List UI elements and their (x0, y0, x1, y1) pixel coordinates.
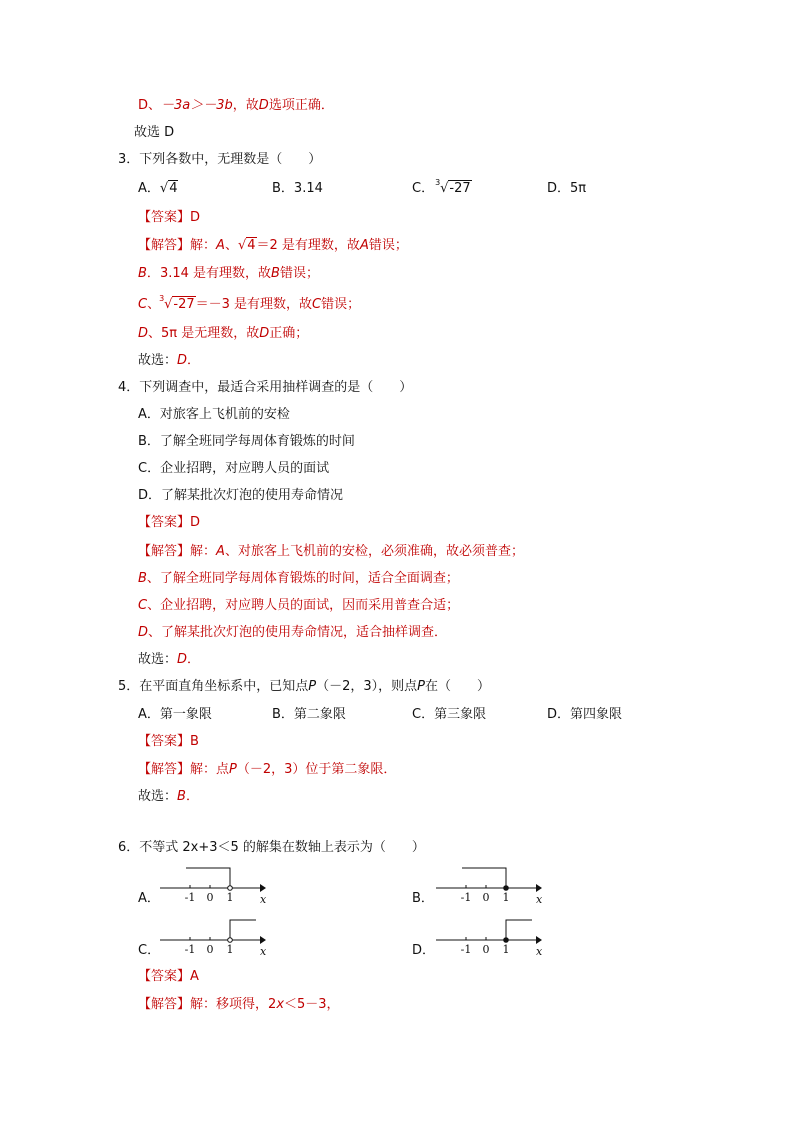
q4-answer: 【答案】D (138, 515, 201, 530)
axis-variable-label: x (536, 893, 543, 906)
axis-variable-label: x (260, 893, 267, 906)
q6-analysis: 【解答】解：移项得，2x＜5－3， (138, 997, 340, 1012)
axis-tick-label: 0 (206, 943, 214, 956)
q4-option-d: D．了解某批次灯泡的使用寿命情况 (138, 488, 344, 503)
q6-answer: 【答案】A (138, 969, 199, 984)
q6-number-line-b (436, 862, 548, 904)
q3-stem: 3．下列各数中，无理数是（ ） (118, 152, 322, 167)
q5-analysis: 【解答】解：点P（－2，3）位于第二象限． (138, 762, 397, 777)
axis-arrow-icon (536, 884, 542, 892)
axis-tick-label: -1 (184, 943, 196, 956)
hollow-dot-icon (228, 886, 233, 891)
q4-option-c: C．企业招聘，对应聘人员的面试 (138, 461, 330, 476)
q4-choice: 故选：D． (138, 652, 201, 667)
axis-variable-label: x (260, 945, 267, 958)
q3-option-c: C． 3 √-27 (412, 178, 471, 196)
prev-choice: 故选 D (134, 125, 175, 140)
axis-tick-label: -1 (460, 943, 472, 956)
q4-analysis-4: D、了解某批次灯泡的使用寿命情况，适合抽样调查． (138, 625, 448, 640)
q4-analysis-2: B、了解全班同学每周体育锻炼的时间，适合全面调查； (138, 571, 459, 586)
axis-tick-label: 1 (226, 891, 234, 904)
axis-tick-label: 0 (482, 891, 490, 904)
q3-analysis-2: B．3.14 是有理数，故B错误； (138, 266, 319, 281)
q3-option-d: D．5π (547, 181, 587, 196)
prev-d-line: D、－3a＞－3b，故D选项正确． (138, 98, 334, 113)
q6-number-line-d (436, 914, 548, 956)
axis-tick-label: 0 (206, 891, 214, 904)
q4-option-a: A．对旅客上飞机前的安检 (138, 407, 290, 422)
axis-tick-label: 1 (502, 891, 510, 904)
q6-number-line-c (160, 914, 272, 956)
q3-analysis-4: D、5π 是无理数，故D正确； (138, 326, 309, 341)
q5-answer: 【答案】B (138, 734, 199, 749)
q6-number-line-a (160, 862, 272, 904)
q6-option-c-label: C． (138, 943, 161, 958)
q3-option-b: B．3.14 (272, 181, 323, 196)
axis-arrow-icon (260, 884, 266, 892)
q5-option-a: A．第一象限 (138, 707, 212, 722)
q4-stem: 4．下列调查中，最适合采用抽样调查的是（ ） (118, 380, 413, 395)
axis-tick-label: 0 (482, 943, 490, 956)
axis-variable-label: x (536, 945, 543, 958)
solid-dot-icon (504, 938, 509, 943)
q6-option-a-label: A． (138, 891, 160, 906)
q3-choice: 故选：D． (138, 353, 201, 368)
cube-root-symbol: 3 √-27 (435, 178, 471, 196)
q6-stem: 6．不等式 2x+3＜5 的解集在数轴上表示为（ ） (118, 840, 425, 855)
solution-bracket (506, 920, 532, 940)
q3-option-a: A．√4 (138, 181, 178, 196)
sqrt-symbol: √4 (159, 181, 178, 196)
solution-bracket (230, 920, 256, 940)
q3-answer: 【答案】D (138, 210, 201, 225)
hollow-dot-icon (228, 938, 233, 943)
axis-tick-label: 1 (226, 943, 234, 956)
sqrt-symbol: √4 (237, 238, 256, 253)
q5-option-c: C．第三象限 (412, 707, 487, 722)
q4-analysis-1: 【解答】解：A、对旅客上飞机前的安检，必须准确，故必须普查； (138, 544, 524, 559)
axis-arrow-icon (260, 936, 266, 944)
q4-analysis-3: C、企业招聘，对应聘人员的面试，因而采用普查合适； (138, 598, 460, 613)
q6-option-b-label: B． (412, 891, 434, 906)
q5-choice: 故选：B． (138, 789, 199, 804)
q5-stem: 5．在平面直角坐标系中，已知点P（－2，3），则点P在（ ） (118, 679, 491, 694)
solid-dot-icon (504, 886, 509, 891)
axis-tick-label: 1 (502, 943, 510, 956)
axis-arrow-icon (536, 936, 542, 944)
q4-option-b: B．了解全班同学每周体育锻炼的时间 (138, 434, 355, 449)
q5-option-b: B．第二象限 (272, 707, 346, 722)
q6-option-d-label: D． (412, 943, 436, 958)
solution-bracket (186, 868, 230, 888)
axis-tick-label: -1 (460, 891, 472, 904)
cube-root-symbol: 3 √-27 (159, 294, 195, 312)
solution-bracket (462, 868, 506, 888)
q5-option-d: D．第四象限 (547, 707, 623, 722)
q3-analysis-3: C、 3 √-27＝－3 是有理数，故C错误； (138, 294, 361, 312)
axis-tick-label: -1 (184, 891, 196, 904)
q3-analysis-1: 【解答】解：A、√4＝2 是有理数，故A错误； (138, 238, 408, 253)
